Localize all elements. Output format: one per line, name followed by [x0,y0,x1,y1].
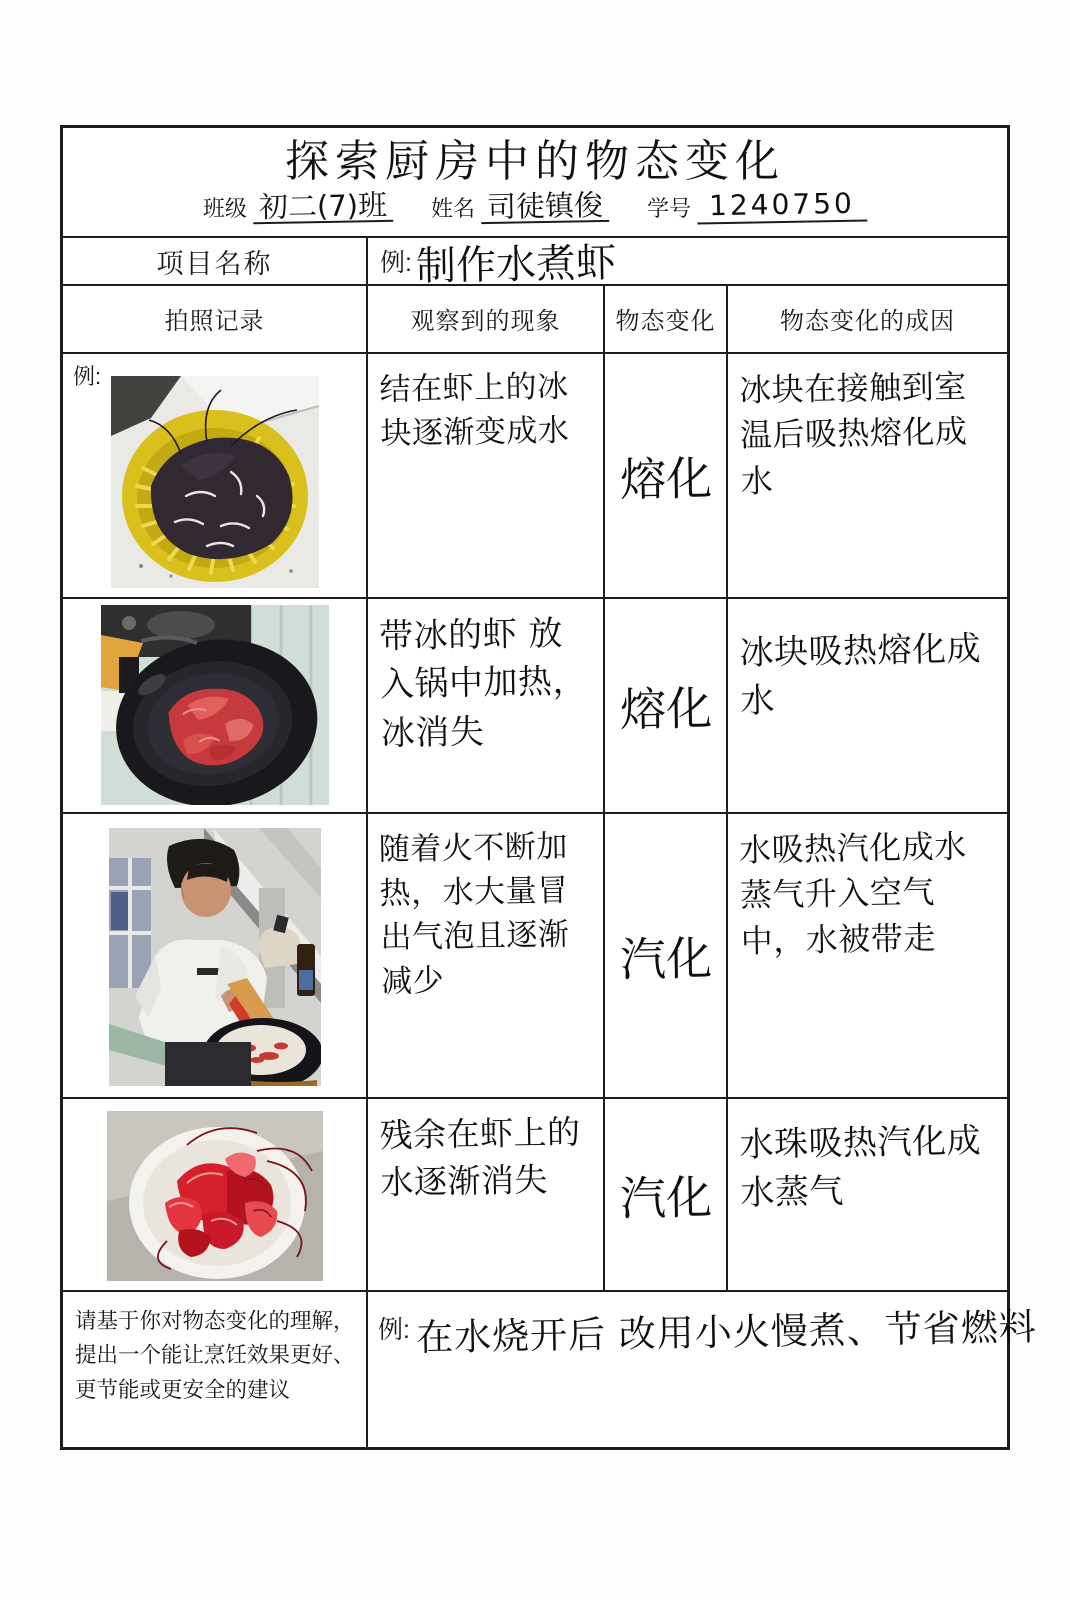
phase-cell-row2 [605,599,728,812]
photo-cell-row3 [63,814,368,1097]
class-field: 初二(7)班 [253,191,394,224]
header-photo-record: 拍照记录 [63,286,368,352]
observation-cell-row4 [368,1099,605,1290]
header-cause: 物态变化的成因 [780,308,955,335]
observation-cell-row3 [368,814,605,1097]
table-row [63,599,1007,814]
photo-raw-shrimp-in-colander [111,376,319,588]
student-info-line [203,188,867,223]
phase-change-text: 熔化 [619,680,713,737]
observation-cell-row2 [368,599,605,812]
cause-cell-row4 [728,1099,1007,1290]
observation-text: 带冰的虾 放入锅中加热，冰消失 [378,613,588,754]
project-name-row [63,238,1007,290]
cause-text: 冰块在接触到室温后吸热熔化成水 [738,367,968,501]
cause-cell-row1 [728,354,1007,597]
table-row [63,354,1007,599]
phase-change-text: 汽化 [619,930,713,987]
suggestion-row [63,1292,1038,1447]
name-label: 姓名 [431,196,476,222]
student-id-label: 学号 [647,196,692,222]
suggestion-value-cell [368,1292,1045,1447]
photo-cell-row1 [63,354,368,597]
project-name-value-cell [368,238,1007,290]
cause-text: 冰块吸热熔化成水 [739,629,982,722]
page-title: 探索厨房中的物态变化 [285,137,785,186]
cause-cell-row2 [728,599,1007,812]
project-name-label: 项目名称 [63,238,368,284]
student-id-field: 1240750 [697,187,868,225]
example-label: 例: [73,364,102,389]
phase-cell-row1 [605,354,728,597]
suggestion-handwritten: 在水烧开后 改用小火慢煮、节省燃料 [415,1305,1038,1360]
phase-change-text: 汽化 [619,1169,713,1226]
phase-cell-row3 [605,814,728,1097]
worksheet-table [60,125,1038,1450]
example-prefix: 例: [380,249,412,277]
observation-text: 残余在虾上的水逐渐消失 [379,1112,581,1202]
example-prefix: 例: [378,1316,410,1344]
class-label: 班级 [202,196,247,222]
observation-text: 随着火不断加热，水大量冒出气泡且逐渐减少 [378,828,570,1000]
photo-shrimp-in-wok [101,605,329,805]
phase-change-text: 熔化 [619,450,713,507]
photo-student-cooking [109,828,321,1086]
cause-text: 水珠吸热汽化成水蒸气 [739,1121,982,1214]
suggestion-prompt: 请基于你对物态变化的理解，提出一个能让烹饪效果更好、更节能或更安全的建议 [63,1292,368,1447]
observation-text: 结在虾上的冰块逐渐变成水 [379,368,570,452]
photo-cell-row4 [63,1099,368,1290]
photo-cell-row2 [63,599,368,812]
cause-cell-row3 [728,814,1007,1097]
header-phase-change: 物态变化 [605,286,728,352]
photo-cooked-shrimp-plate [107,1111,323,1281]
column-header-row [63,286,1007,354]
title-block [63,128,1007,238]
project-name-handwritten: 制作水煮虾 [415,239,617,290]
table-row [63,814,1007,1099]
cause-text: 水吸热汽化成水蒸气升入空气中，水被带走 [738,827,968,961]
table-row [63,1099,1007,1292]
name-field: 司徒镇俊 [481,191,610,224]
header-observation: 观察到的现象 [368,286,605,352]
observation-cell-row1 [368,354,605,597]
phase-cell-row4 [605,1099,728,1290]
